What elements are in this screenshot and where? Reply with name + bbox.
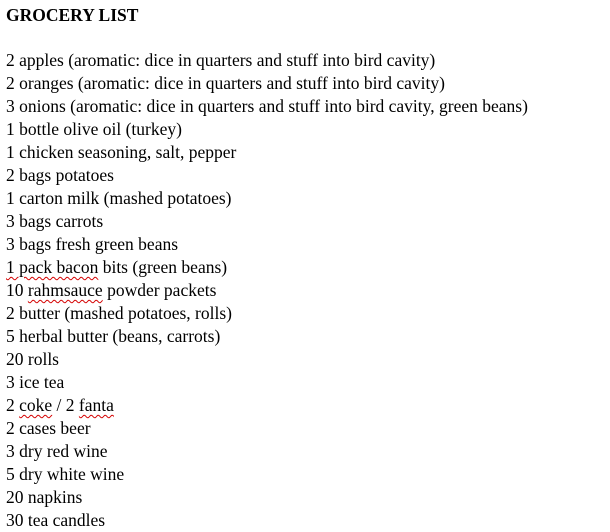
list-item-text: 10 [6, 280, 28, 300]
list-item-text: 20 napkins [6, 487, 83, 507]
spellcheck-flagged-text: rahmsauce [27, 280, 103, 300]
list-item-text: 20 rolls [6, 349, 59, 369]
spellcheck-flagged-text: fanta [78, 395, 114, 415]
list-item [6, 141, 528, 164]
list-item [6, 371, 528, 394]
list-item [6, 49, 528, 72]
list-item [6, 394, 528, 417]
list-item [6, 440, 528, 463]
list-item [6, 325, 528, 348]
list-item-text: 2 oranges (aromatic: dice in quarters and stuff into bird cavity) [6, 73, 445, 93]
list-item [6, 279, 528, 302]
list-item-text: 2 apples (aromatic: dice in quarters and stuff into bird cavity) [6, 50, 436, 70]
list-item [6, 463, 528, 486]
list-item [6, 164, 528, 187]
grocery-list [6, 49, 528, 532]
document-page [6, 0, 610, 531]
list-item [6, 233, 528, 256]
list-item [6, 72, 528, 95]
list-item-text: powder packets [102, 280, 217, 300]
list-item [6, 302, 528, 325]
list-item [6, 210, 528, 233]
list-item [6, 256, 528, 279]
list-item-text: 5 herbal butter (beans, carrots) [6, 326, 221, 346]
list-item [6, 509, 528, 532]
list-item-text: 2 bags potatoes [6, 165, 114, 185]
list-item [6, 417, 528, 440]
spellcheck-flagged-text: coke [19, 395, 53, 415]
list-item-text: 2 butter (mashed potatoes, rolls) [6, 303, 232, 323]
list-item [6, 486, 528, 509]
list-item [6, 118, 528, 141]
list-item-text: 2 cases beer [6, 418, 91, 438]
list-item-text: 2 [6, 395, 20, 415]
list-item-text: 1 carton milk (mashed potatoes) [6, 188, 232, 208]
list-item-text: 1 bottle olive oil (turkey) [6, 119, 182, 139]
list-item-text: 30 tea candles [6, 510, 106, 530]
spellcheck-flagged-text: 1 pack bacon [6, 257, 99, 277]
list-item-text: 1 chicken seasoning, salt, pepper [6, 142, 237, 162]
list-item-text: / 2 [52, 395, 79, 415]
list-title: GROCERY LIST [6, 5, 139, 25]
list-item-text: 3 ice tea [6, 372, 65, 392]
list-item [6, 95, 528, 118]
list-item [6, 187, 528, 210]
list-item-text: 3 bags carrots [6, 211, 104, 231]
list-item-text: 5 dry white wine [6, 464, 125, 484]
list-item-text: 3 onions (aromatic: dice in quarters and stuff into bird cavity, green beans) [6, 96, 528, 116]
list-item [6, 348, 528, 371]
list-item-text: bits (green beans) [98, 257, 228, 277]
list-item-text: 3 dry red wine [6, 441, 108, 461]
list-item-text: 3 bags fresh green beans [6, 234, 179, 254]
